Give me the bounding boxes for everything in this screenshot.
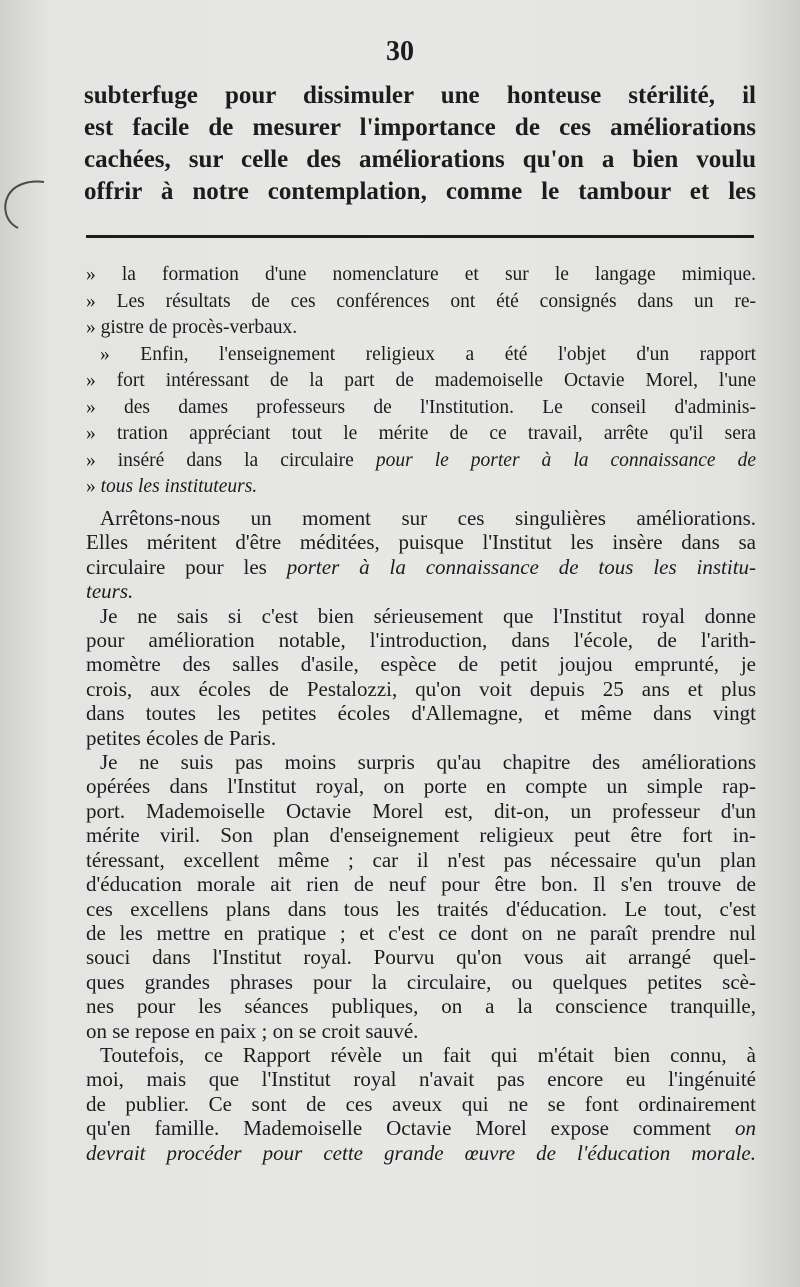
main-line: est facile de mesurer l'importance de ces améliorations (84, 114, 756, 141)
paragraph-text: circulaire pour les (86, 554, 267, 579)
paragraph-line: Toutefois, ce Rapport révèle un fait qui m'était bien connu, à (100, 1042, 756, 1067)
quote-line: » tration appréciant tout le mérite de ce travail, arrête qu'il sera (86, 423, 756, 444)
quote-line-mixed (86, 448, 756, 475)
quote-line-mixed: » tous les instituteurs. (86, 476, 258, 497)
quote-line: » la formation d'une nomenclature et sur le langage mimique. (86, 264, 756, 285)
quote-line: » Enfin, l'enseignement religieux a été l'objet d'un rapport (100, 343, 756, 365)
paragraph-line: Arrêtons-nous un moment sur ces singulières améliorations. (100, 506, 756, 530)
paragraph-italic: devrait procéder pour cette grande œuvre de l'éducation morale. (86, 1140, 756, 1165)
paragraph-line: de publier. Ce sont de ces aveux qui ne se font ordinairement (86, 1091, 756, 1116)
paragraph-line: souci dans l'Institut royal. Pourvu qu'on vous ait arrangé quel- (86, 945, 756, 970)
quote-italic: tous les instituteurs. (100, 476, 258, 497)
paragraph-line: ques grandes phrases pour la circulaire, ou quelques petites scè- (86, 969, 756, 994)
paragraph-line: pour amélioration notable, l'introduction, dans l'école, de l'arith- (86, 628, 756, 653)
quote-italic: pour le porter à la connaissance de (375, 449, 756, 471)
paragraph-line: opérées dans l'Institut royal, on porte en compte un simple rap- (86, 774, 756, 799)
paragraph-line: nes pour les séances publiques, on a la conscience tranquille, (86, 994, 756, 1019)
paragraph-line: moi, mais que l'Institut royal n'avait pas encore eu l'ingénuité (86, 1067, 756, 1092)
paragraph-line (86, 579, 756, 603)
pencil-bracket-mark (0, 178, 54, 238)
paragraph-line: port. Mademoiselle Octavie Morel est, dit-on, un professeur d'un (86, 798, 756, 823)
paragraph-line-mixed (86, 1116, 756, 1140)
paragraph-italic: on (735, 1116, 757, 1141)
paragraph-line: dans toutes les petites écoles d'Allemagne, et même dans vingt (86, 701, 756, 726)
main-line: subterfuge pour dissimuler une honteuse stérilité, il (84, 82, 756, 109)
paragraph-line: ces excellens plans dans tous les traités d'éducation. Le tout, c'est (86, 896, 756, 921)
paragraph (86, 506, 756, 604)
quote-line: » gistre de procès-verbaux. (86, 317, 298, 338)
paragraph-text: qu'en famille. Mademoiselle Octavie Morel expose comment (86, 1116, 712, 1141)
main-line: offrir à notre contemplation, comme le tambour et les (84, 178, 756, 205)
paragraph (86, 604, 756, 750)
quote-line: » des dames professeurs de l'Institution. Le conseil d'adminis- (86, 396, 756, 418)
paragraph-italic: teurs. (86, 579, 134, 604)
quote-text: » inséré dans la circulaire (86, 449, 354, 471)
paragraph-line: de les mettre en pratique ; et c'est ce dont on ne paraît prendre nul (86, 920, 756, 945)
quoted-passage (86, 262, 756, 501)
paragraph-line: mérite viril. Son plan d'enseignement religieux peut être fort in- (86, 823, 756, 848)
paragraph-line: on se repose en paix ; on se croit sauvé. (86, 1018, 419, 1043)
main-line: cachées, sur celle des améliorations qu'on a bien voulu (84, 146, 756, 173)
main-text (84, 80, 756, 208)
paragraph (86, 750, 756, 1043)
paragraph-line: Je ne suis pas moins surpris qu'au chapitre des améliorations (100, 750, 756, 775)
page-number: 30 (386, 36, 414, 67)
quote-line: » fort intéressant de la part de mademoiselle Octavie Morel, l'une (86, 370, 756, 391)
paragraph-line: Je ne sais si c'est bien sérieusement que l'Institut royal donne (100, 603, 756, 628)
paragraph-line: petites écoles de Paris. (86, 725, 277, 750)
paragraph-line: momètre des salles d'asile, espèce de petit joujou emprunté, je (86, 652, 756, 677)
paragraph (86, 1043, 756, 1165)
paragraph-line (86, 1141, 756, 1165)
paragraph-line: d'éducation morale ait rien de neuf pour être bon. Il s'en trouve de (86, 872, 756, 897)
body-text (86, 506, 756, 1165)
paragraph-line: Elles méritent d'être méditées, puisque l'Institut les insère dans sa (86, 530, 756, 555)
paragraph-line: crois, aux écoles de Pestalozzi, qu'on voit depuis 25 ans et plus (86, 676, 756, 701)
paragraph-italic: porter à la connaissance de tous les institu- (286, 554, 757, 579)
paragraph-line: téressant, excellent même ; car il n'est pas nécessaire qu'un plan (86, 847, 756, 872)
paragraph-line-mixed (86, 555, 756, 579)
quote-line: » Les résultats de ces conférences ont été consignés dans un re- (86, 290, 756, 312)
section-divider (86, 235, 754, 238)
